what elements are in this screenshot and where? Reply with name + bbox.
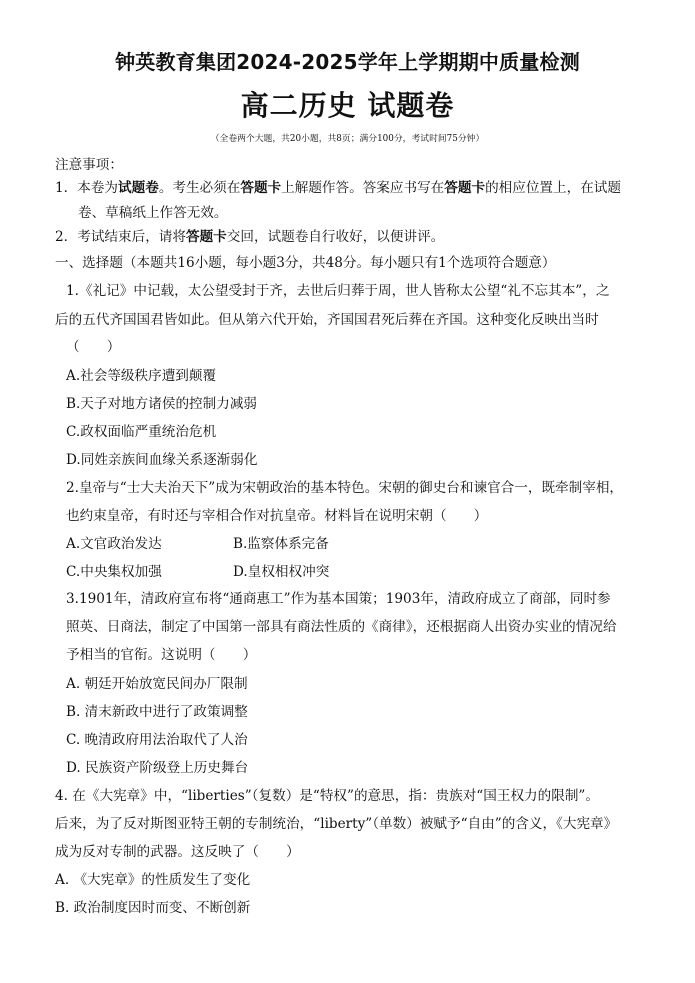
notice-item-2-bold-1: 答题卡 (186, 229, 227, 245)
q2-option-c: C.中央集权加强 (66, 564, 162, 580)
q1-option-d: D.同姓亲族间血缘关系逐渐弱化 (66, 452, 258, 468)
notice-item-1-text-4: 的相应位置上，在试题 (485, 180, 621, 196)
q3-option-b: B. 清末新政中进行了政策调整 (66, 704, 248, 720)
q4-stem-line-2: 后来，为了反对斯图亚特王朝的专制统治，“liberty”（单数）被赋予“自由”的含义，《大宪章》 (55, 816, 618, 832)
q2-option-a: A.文官政治发达 (66, 536, 162, 552)
q2-stem-line-2: 也约束皇帝，有时还与宰相合作对抗皇帝。材料旨在说明宋朝（ ） (66, 508, 488, 524)
q2-option-b: B.监察体系完备 (233, 536, 329, 552)
q3-stem-line-3: 予相当的官衔。这说明（ ） (66, 647, 257, 663)
q2-option-d: D.皇权相权冲突 (233, 564, 330, 580)
q1-stem-line-3: （ ） (66, 339, 121, 355)
q3-option-c: C. 晚清政府用法治取代了人治 (66, 732, 248, 748)
q4-option-a: A. 《大宪章》的性质发生了变化 (55, 872, 251, 888)
q3-option-d: D. 民族资产阶级登上历史舞台 (66, 760, 249, 776)
notice-item-1-bold-3: 答题卡 (444, 180, 486, 196)
notice-item-1-text-3: 上解题作答。答案应书写在 (281, 180, 445, 196)
q4-option-b: B. 政治制度因时而变、不断创新 (55, 900, 251, 916)
notice-heading: 注意事项： (55, 157, 123, 173)
q1-option-c: C.政权面临严重统治危机 (66, 424, 217, 440)
q3-option-a: A. 朝廷开始放宽民间办厂限制 (66, 676, 248, 692)
q1-option-a: A.社会等级秩序遭到颠覆 (66, 368, 217, 384)
notice-item-2-text-2: 交回，试题卷自行收好，以便讲评。 (226, 229, 445, 245)
notice-item-1-text-1: 1．本卷为 (55, 180, 119, 196)
notice-item-1-line-2: 卷、草稿纸上作答无效。 (78, 205, 228, 221)
exam-subtitle: 高二历史 试题卷 (240, 89, 455, 122)
section-heading: 一、选择题（本题共16小题，每小题3分，共48分。每小题只有1个选项符合题意） (55, 255, 556, 271)
q2-stem-line-1: 2.皇帝与“士大夫治天下”成为宋朝政治的基本特色。宋朝的御史台和谏官合一，既牵制宰相， (66, 480, 624, 496)
notice-item-1-bold-2: 答题卡 (240, 180, 282, 196)
notice-item-2 (55, 231, 444, 245)
q4-stem-line-1: 4. 在《大宪章》中，“liberties”（复数）是“特权”的意思，指：贵族对“国王权力的限制”。 (55, 788, 599, 804)
q1-stem-line-2: 后的五代齐国国君皆如此。但从第六代开始，齐国国君死后葬在齐国。这种变化反映出当时 (55, 312, 599, 328)
exam-title: 钟英教育集团2024-2025学年上学期期中质量检测 (115, 50, 580, 74)
notice-item-1 (55, 182, 621, 196)
notice-item-1-text-2: 。考生必须在 (158, 180, 241, 196)
notice-item-2-text-1: 2．考试结束后，请将 (55, 229, 186, 245)
q3-stem-line-2: 照英、日商法，制定了中国第一部具有商法性质的《商律》，还根据商人出资办实业的情况给 (66, 619, 617, 635)
q1-option-b: B.天子对地方诸侯的控制力减弱 (66, 396, 258, 412)
q3-stem-line-1: 3.1901年，清政府宣布将“通商惠工”作为基本国策；1903年，清政府成立了商部，同时参 (66, 591, 611, 607)
q1-stem-line-1: 1.《礼记》中记载，太公望受封于齐，去世后归葬于周，世人皆称太公望“礼不忘其本”，之 (66, 283, 610, 299)
exam-info: （全卷两个大题，共20小题，共8页；满分100分，考试时间75分钟） (210, 134, 485, 144)
notice-item-1-bold-1: 试题卷 (118, 180, 159, 196)
q4-stem-line-3: 成为反对专制的武器。这反映了（ ） (55, 844, 300, 860)
